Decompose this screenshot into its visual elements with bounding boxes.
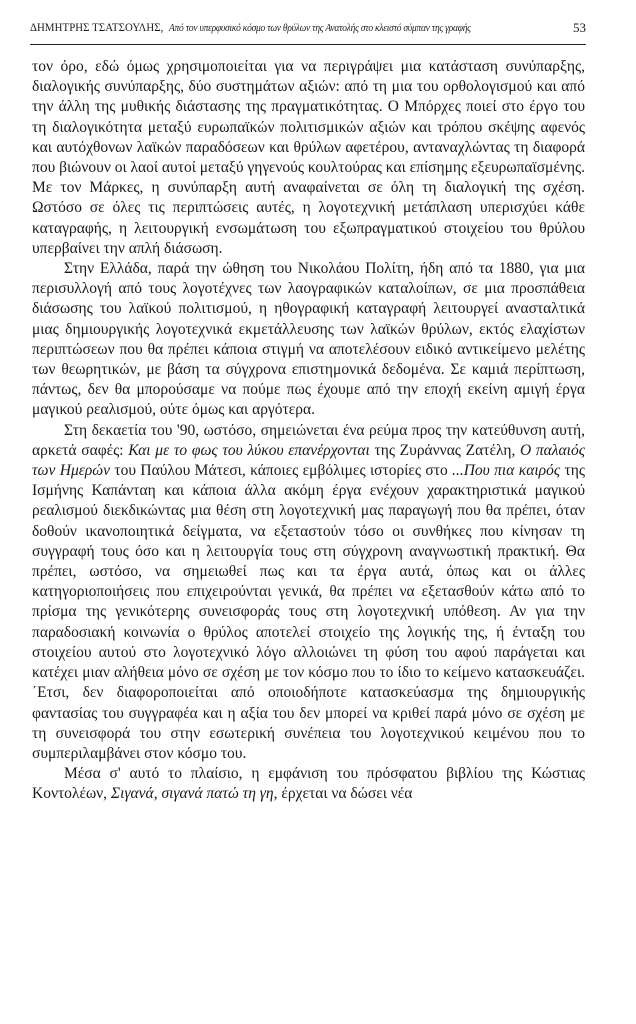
book-title: Σιγανά, σιγανά πατώ τη γη (110, 785, 274, 803)
book-title: ...Που πια καιρός (452, 462, 561, 480)
paragraph-text: της Ισμήνης Καπάνταη και κάποια άλλα ακόμη έργα ενέχουν χαρακτηριστικά μαγικού ρεαλισμού διεκδικώντας μια θέση στη λογοτεχνική μας παραγωγή που θα πρέπει, όταν δοθούν ικανοποιητικά δείγματα, να εξεταστούν τόσο οι συνθήκες που κίνησαν τη συγγραφή τους όσο και η λειτουργία τους στη σύγχρονη αναγνωστική πρακτική. Θα πρέπει, ωστόσο, να σημειωθεί πως και τα έργα αυτά, όπως και οι άλλες κατηγοριοποιήσεις που επιχειρούνται γενικά, θα πρέπει να εξετασθούν κάτω από το πρίσμα της γενικότερης συνεισφοράς τους στη λογοτεχνική υπόθεση. Αν για την παραδοσιακή κοινωνία ο θρύλος αποτελεί στοιχείο της λογικής της, ή ένταξη του στοιχείου αυτού στο λογοτεχνικό λόγο αλλοιώνει τη φύση του αφού παράγεται και κατέχει μιαν αλήθεια μόνο σε σχέση με τον κόσμο που το ίδιο το κείμενο κατασκευάζει. ΄Ετσι, δεν διαφοροποιείται από οποιοδήποτε κατασκεύασμα της δημιουργικής φαντασίας του συγγραφέα και η αξία του δεν μπορεί να κριθεί παρά μόνο σε σχέση με τη συνεισφορά του στην εσωτερική συνέπεια του λογοτεχνικού κειμένου που το συμπεριλαμβάνει στον κόσμο του. (32, 462, 585, 762)
paragraph-text: Στη δεκαετία του '90, ωστόσο, σημειώνεται ένα ρεύμα προς την κατεύθυνση αυτή, αρκετά σαφές: (32, 421, 585, 459)
paragraph-text: Μέσα σ' αυτό το πλαίσιο, η εμφάνιση του πρόσφατου βιβλίου της Κώστιας Κοντολέων, (32, 765, 585, 803)
running-head-author: ΔΗΜΗΤΡΗΣ ΤΣΑΤΣΟΥΛΗΣ, (30, 20, 164, 34)
paragraph (32, 764, 585, 804)
header-rule (30, 44, 586, 45)
body-text (32, 57, 585, 805)
paragraph-text: τον όρο, εδώ όμως χρησιμοποιείται για να περιγράψει μια κατάσταση συνύπαρξης, διαλογικής συνύπαρξης, δύο συστημάτων αξιών: από τη μια του ορθολογισμού και από την άλλη της μυθικής διάστασης της πραγματικότητας. Ο Μπόρχες ποιεί στο έργο του τη διαλογικότητα μεταξύ ευρωπαϊκών πολιτισμικών αξιών και τρόπου σκέψης αφενός και αυτόχθονων λαϊκών παραδόσεων και θρύλων αφετέρου, ανταναχλώντας τη διαφορά που βιώνουν οι λαοί αυτοί μεταξύ γηγενούς κουλτούρας και επίσημης εξευρωπαϊσμένης. Με τον Μάρκες, η συνύπαρξη αυτή αναφαίνεται σε όλη τη διαλογική της σχέση. Ωστόσο σε όλες τις περιπτώσεις αυτές, η λογοτεχνική μετάπλαση υπερισχύει κάθε καταγραφής, η λειτουργική ενσωμάτωση του εξωπραγματικού στοιχείου του θρύλου υπερβαίνει την απλή διάσωση. (32, 58, 585, 257)
paragraph-text: , έρχεται να δώσει νέα (273, 785, 413, 803)
paragraph (32, 421, 585, 764)
running-head-title: Από τον υπερφυσικό κόσμο των θρύλων της Ανατολής στο κλειστό σύμπαν της γραφής (169, 23, 472, 34)
book-title: Και με το φως του λύκου επανέρχονται (128, 441, 370, 459)
page-number: 53 (573, 20, 586, 35)
paragraph (32, 259, 585, 421)
paragraph-text: Στην Ελλάδα, παρά την ώθηση του Νικολάου Πολίτη, ήδη από τα 1880, για μια περισυλλογή από τους λογοτέχνες των λαογραφικών καταλοίπων, σε μια προσπάθεια διάσωσης του λαϊκού πολιτισμού, η ηθογραφική καταγραφή λειτουργεί ανασταλτικά μιας δημιουργικής λογοτεχνικά εκμετάλλευσης των λαϊκών θρύλων, εκτός ελαχίστων περιπτώσεων που θα πρέπει κάποια στιγμή να αποτελέσουν ειδικό αντικείμενο μελέτης των θεωρητικών, με βάση τα σύγχρονα επιστημονικά δεδομένα. Σε καμιά περίπτωση, πάντως, δεν θα μπορούσαμε να πούμε πως έχουμε από την εποχή εκείνη αμιγή έργα μαγικού ρεαλισμού, ούτε όμως και αργότερα. (32, 260, 585, 419)
paragraph-text: της Ζυράννας Ζατέλη, (369, 441, 521, 459)
paragraph-text: του Παύλου Μάτεσι, κάποιες εμβόλιμες ιστορίες στο (109, 462, 453, 480)
paragraph (32, 57, 585, 259)
book-title: Ο παλαιός των Ημερών (32, 441, 585, 480)
running-head (30, 20, 586, 42)
